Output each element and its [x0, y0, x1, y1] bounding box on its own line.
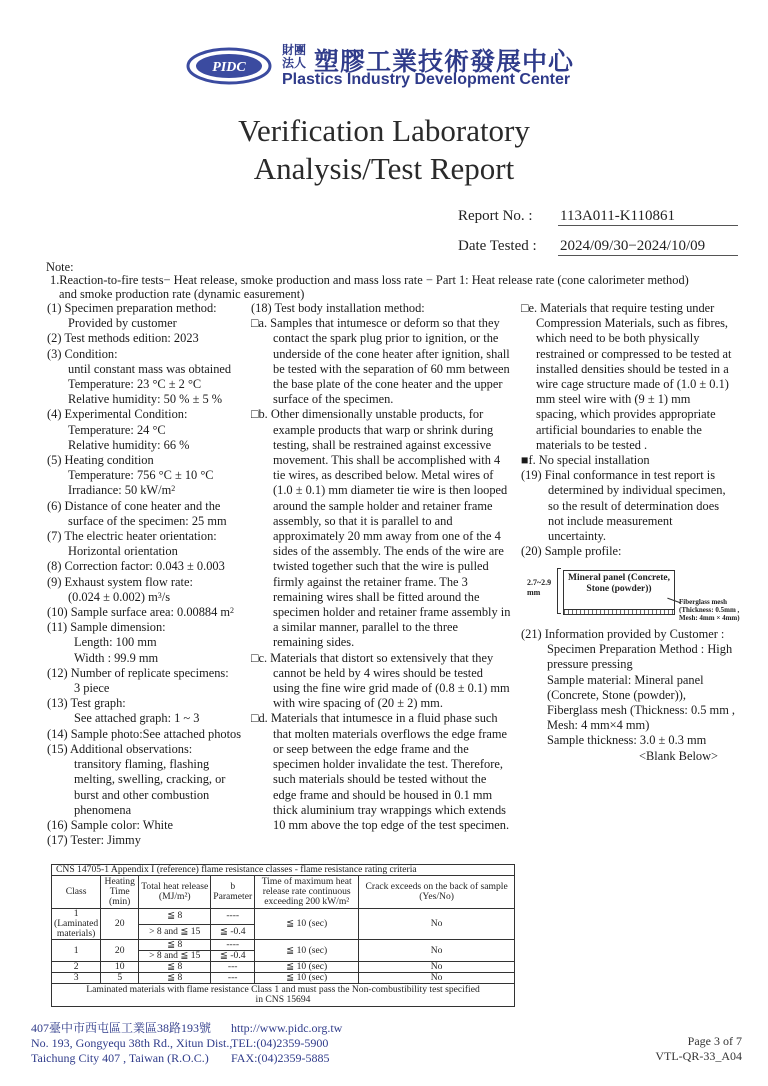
table-header-row [52, 876, 515, 909]
item-line: (16) Sample color: White [47, 817, 174, 832]
thr-cell: > 8 and ≦ 15 [139, 924, 211, 940]
item-line: (4) Experimental Condition: [47, 407, 188, 422]
tmax-cell: ≦ 10 (sec) [255, 940, 359, 962]
item-line: edge frame and should be housed in 0.1 mm [273, 787, 493, 802]
org-name-zh: 塑膠工業技術發展中心 [314, 47, 575, 76]
page-info [655, 1034, 742, 1064]
flow-rate-text: (0.024 ± 0.002) m [68, 589, 158, 604]
item-line: surface of the specimen: 25 mm [68, 513, 227, 528]
item-line: mm steel wire with (9 ± 1) mm [536, 392, 691, 407]
b-cell: ---- [211, 940, 255, 951]
crack-cell: No [359, 940, 515, 962]
header-cell: Class [52, 876, 101, 909]
item-line: (14) Sample photo:See attached photos [47, 726, 242, 741]
header-cell: Heating Time (min) [101, 876, 139, 909]
item-line: restrained or compressed to be tested at [536, 346, 732, 361]
item-line: underside of the cone heater after ignition, shall [273, 346, 510, 361]
superscript: 2 [171, 484, 176, 494]
item-line: See attached graph: 1 ~ 3 [74, 711, 200, 726]
report-title-line1: Verification Laboratory [238, 113, 530, 148]
item-line: (19) Final conformance in test report is [521, 468, 716, 483]
report-number [458, 208, 738, 226]
item-line: installed densities should be tested in a [536, 361, 729, 376]
item-line: (17) Tester: Jimmy [47, 833, 141, 848]
item-line: (12) Number of replicate specimens: [47, 665, 229, 680]
item-line: remaining sides. [273, 635, 355, 650]
crack-cell: No [359, 909, 515, 940]
table-caption: CNS 14705-1 Appendix I (reference) flame resistance classes - flame resistance rating criteria [52, 865, 515, 876]
item-line: (1) Specimen preparation method: [47, 301, 217, 315]
class-cell: 1 (Laminated materials) [52, 909, 101, 940]
item-line: (8) Correction factor: 0.043 ± 0.003 [47, 559, 225, 574]
customer-info [521, 627, 735, 764]
blank-below: <Blank Below> [639, 748, 719, 763]
item-line: thick aluminium tray wrappings which extends [273, 802, 506, 817]
item-line: testing, shall be restrained against excessive [273, 437, 492, 452]
class-cell: 2 [52, 962, 101, 973]
sample-profile-diagram [527, 564, 747, 626]
mesh-label-line: Fiberglass mesh [679, 598, 728, 606]
time-cell: 10 [101, 962, 139, 973]
item-line: □c. Materials that distort so extensively that they [251, 650, 494, 665]
surface-area-text: (10) Sample surface area: 0.00884 m [47, 605, 231, 620]
address-zh: 407臺中市西屯區工業區38路193號 [31, 1021, 212, 1035]
item-line: (2) Test methods edition: 2023 [47, 331, 199, 346]
item-line: Relative humidity: 66 % [68, 437, 190, 452]
class-cell: 1 [52, 940, 101, 962]
item-line: around the sample holder and retainer frame [273, 498, 493, 513]
item-line: (13) Test graph: [47, 696, 126, 711]
form-code: VTL-QR-33_A04 [655, 1049, 742, 1063]
crack-cell: No [359, 973, 515, 984]
item-line: (9) Exhaust system flow rate: [47, 574, 193, 589]
item-line: with wire spacing of (20 ± 2) mm. [273, 696, 443, 711]
dimension-bracket [557, 568, 561, 614]
item-line: (6) Distance of cone heater and the [47, 498, 221, 513]
item-line: Horizontal orientation [68, 544, 178, 559]
item-line: firmly against the retainer frame. The 3 [273, 574, 468, 589]
item-line: ■f. No special installation [521, 453, 650, 468]
column-1 [47, 301, 241, 848]
item-line: transitory flaming, flashing [74, 757, 210, 772]
table-row [52, 962, 515, 973]
fax: FAX:(04)2359-5885 [231, 1051, 330, 1065]
item-line: surface of the specimen. [273, 392, 394, 407]
item-line: □b. Other dimensionally unstable products, for [251, 407, 484, 422]
date-tested [458, 238, 738, 256]
item-line: (1.0 ± 0.1) mm diameter tie wire is then looped [273, 483, 508, 498]
class-cell: 3 [52, 973, 101, 984]
note-line-1: 1.Reaction-to-fire tests− Heat release, smoke production and mass loss rate − Part 1: Heat release rate (cone calorimeter method) [50, 273, 689, 287]
item-line: Sample thickness: 3.0 ± 0.3 mm [547, 733, 707, 748]
time-cell: 20 [101, 909, 139, 940]
page-number: Page 3 of 7 [687, 1034, 742, 1048]
item-line: not include measurement [548, 513, 673, 528]
date-tested-value: 2024/09/30−2024/10/09 [558, 238, 738, 256]
item-line: Length: 100 mm [74, 635, 157, 650]
header-cell: b Parameter [211, 876, 255, 909]
item-line: movement. This shall be accomplished with 4 [273, 453, 501, 468]
table-row [52, 973, 515, 984]
mineral-panel-label: Mineral panel (Concrete, Stone (powder)) [568, 573, 670, 594]
item-line: materials to be tested . [536, 437, 648, 452]
item-line: Relative humidity: 50 % ± 5 % [68, 392, 223, 407]
thickness-dimension: 2.7~2.9 mm [527, 578, 552, 597]
item-line: Specimen Preparation Method : High [547, 642, 733, 657]
b-cell: ≦ -0.4 [211, 924, 255, 940]
tmax-cell: ≦ 10 (sec) [255, 909, 359, 940]
b-cell: --- [211, 962, 255, 973]
irradiance-text: Irradiance: 50 kW/m [68, 483, 172, 498]
time-cell: 20 [101, 940, 139, 962]
mesh-label-line: (Thickness: 0.5mm , [679, 606, 740, 614]
item-line: Temperature: 756 °C ± 10 °C [68, 468, 214, 483]
item-line: burst and other combustion [74, 787, 210, 802]
item-line: sides of the assembly. The ends of the wire are [273, 544, 504, 559]
pidc-logo [186, 46, 272, 86]
report-number-label: Report No. : [458, 208, 533, 224]
item-line [47, 605, 241, 620]
item-line: the base plate of the cone heater and the upper [273, 377, 503, 392]
item-line: □a. Samples that intumesce or deform so that they [251, 316, 500, 331]
item-line: which need to be both physically [536, 331, 700, 346]
thr-cell: ≦ 8 [139, 940, 211, 951]
item-line: □d. Materials that intumesce in a fluid phase such [251, 711, 498, 726]
item-line: phenomena [74, 802, 132, 817]
item-line: Temperature: 24 °C [68, 422, 166, 437]
b-cell: ---- [211, 909, 255, 925]
item-line: approximately 20 mm away from one of the 4 [273, 529, 501, 544]
superscript: 3 [157, 590, 162, 600]
item-line: Fiberglass mesh (Thickness: 0.5 mm , [547, 703, 736, 718]
address-line-2: Taichung City 407 , Taiwan (R.O.C.) [31, 1051, 209, 1065]
thr-cell: ≦ 8 [139, 962, 211, 973]
report-title-line2: Analysis/Test Report [253, 151, 515, 186]
item-line: contact the spark plug prior to ignition, or the [273, 331, 499, 346]
footer-address [31, 1021, 232, 1066]
item-line: □e. Materials that require testing under [521, 301, 715, 315]
item-line [47, 483, 241, 498]
item-line: a similar manner, parallel to the three [273, 620, 458, 635]
report-number-value: 113A011-K110861 [558, 208, 738, 226]
item-line: wire cage structure made of (1.0 ± 0.1) [536, 377, 729, 392]
item-line: melting, swelling, cracking, or [74, 772, 226, 787]
item-line: specimen holder and retainer frame assembly in [273, 605, 511, 620]
flow-rate-unit: /s [161, 589, 171, 604]
item-line: such materials should be tested without the [273, 772, 487, 787]
item-line: using the fine wire grid made of (0.8 ± 0.1) mm [273, 681, 510, 696]
item-line: (7) The electric heater orientation: [47, 529, 217, 544]
thr-cell: > 8 and ≦ 15 [139, 951, 211, 962]
item-line: 10 mm above the top edge of the test specimen. [273, 817, 510, 832]
item-line: remaining wires shall be fitted around the [273, 589, 480, 604]
item-line: (15) Additional observations: [47, 741, 193, 756]
item-line: Temperature: 23 °C ± 2 °C [68, 377, 202, 392]
item-line: Mesh: 4 mm×4 mm) [547, 718, 650, 733]
fiberglass-mesh-layer [563, 610, 675, 615]
header [186, 40, 586, 90]
item-line: be tested with the separation of 60 mm between [273, 361, 510, 376]
org-name-en: Plastics Industry Development Center [282, 71, 571, 88]
logo-text: PIDC [212, 60, 246, 75]
crack-cell: No [359, 962, 515, 973]
item-line: (3) Condition: [47, 346, 118, 361]
item-line: cannot be held by 4 wires should be tested [273, 665, 483, 680]
item-line: artificial boundaries to enable the [536, 422, 702, 437]
item-line: Width : 99.9 mm [74, 650, 159, 665]
item-line: (11) Sample dimension: [47, 620, 166, 635]
flame-resistance-table [51, 864, 515, 1007]
item-line: until constant mass was obtained [68, 361, 232, 376]
website-link[interactable]: http://www.pidc.org.tw [231, 1021, 343, 1035]
item-line: (Concrete, Stone (powder)), [547, 687, 687, 702]
mesh-label-line: Mesh: 4mm × 4mm) [679, 614, 740, 622]
item-line: or seep between the edge frame and the [273, 741, 469, 756]
item-line: tie wires, as described below. Metal wires of [273, 468, 494, 483]
item-line: spacing, which provides appropriate [536, 407, 716, 422]
org-type: 財團 法人 [282, 43, 307, 70]
note-label: Note: [46, 260, 74, 274]
b-cell: --- [211, 973, 255, 984]
thr-cell: ≦ 8 [139, 909, 211, 925]
item-line: (21) Information provided by Customer : [521, 627, 725, 641]
item-line: (5) Heating condition [47, 453, 154, 468]
footer-contact [231, 1021, 342, 1066]
tmax-cell: ≦ 10 (sec) [255, 973, 359, 984]
item-line: (18) Test body installation method: [251, 301, 425, 315]
thr-cell: ≦ 8 [139, 973, 211, 984]
b-cell: ≦ -0.4 [211, 951, 255, 962]
item-line: so the result of determination does [548, 498, 720, 513]
item-line: twisted together such that the wire is pulled [273, 559, 489, 574]
table-row [52, 909, 515, 925]
item-line: determined by individual specimen, [548, 483, 726, 498]
item-line: assembly, so that it is parallel to and [273, 513, 453, 528]
header-cell: Crack exceeds on the back of sample (Yes/No) [359, 876, 515, 909]
item-line: example products that warp or shrink during [273, 422, 494, 437]
table-footnote: Laminated materials with flame resistance Class 1 and must pass the Non-combustibility test specified in CNS 15694 [52, 984, 515, 1007]
item-line: Compression Materials, such as fibres, [536, 316, 729, 331]
mesh-label [679, 598, 740, 622]
column-3 [521, 301, 731, 559]
item-line: that molten materials overflows the edge frame [273, 726, 507, 741]
item-line: Sample material: Mineral panel [547, 672, 704, 687]
header-cell: Total heat release (MJ/m²) [139, 876, 211, 909]
note-line-2: and smoke production rate (dynamic easurement) [59, 287, 305, 301]
table-row [52, 940, 515, 951]
telephone: TEL:(04)2359-5900 [231, 1036, 329, 1050]
time-cell: 5 [101, 973, 139, 984]
tmax-cell: ≦ 10 (sec) [255, 962, 359, 973]
address-line-1: No. 193, Gongyequ 38th Rd., Xitun Dist., [31, 1036, 233, 1050]
item-line [47, 590, 241, 605]
superscript: 2 [230, 606, 235, 616]
item-line: 3 piece [74, 681, 110, 696]
header-cell: Time of maximum heat release rate continuous exceeding 200 kW/m² [255, 876, 359, 909]
date-tested-label: Date Tested : [458, 238, 537, 254]
item-line: pressure pressing [547, 657, 633, 672]
item-line: (20) Sample profile: [521, 544, 622, 559]
item-line: uncertainty. [548, 529, 607, 544]
column-2 [251, 301, 510, 833]
item-line: specimen holder invalidate the test. Therefore, [273, 757, 503, 772]
item-line: Provided by customer [68, 316, 177, 331]
